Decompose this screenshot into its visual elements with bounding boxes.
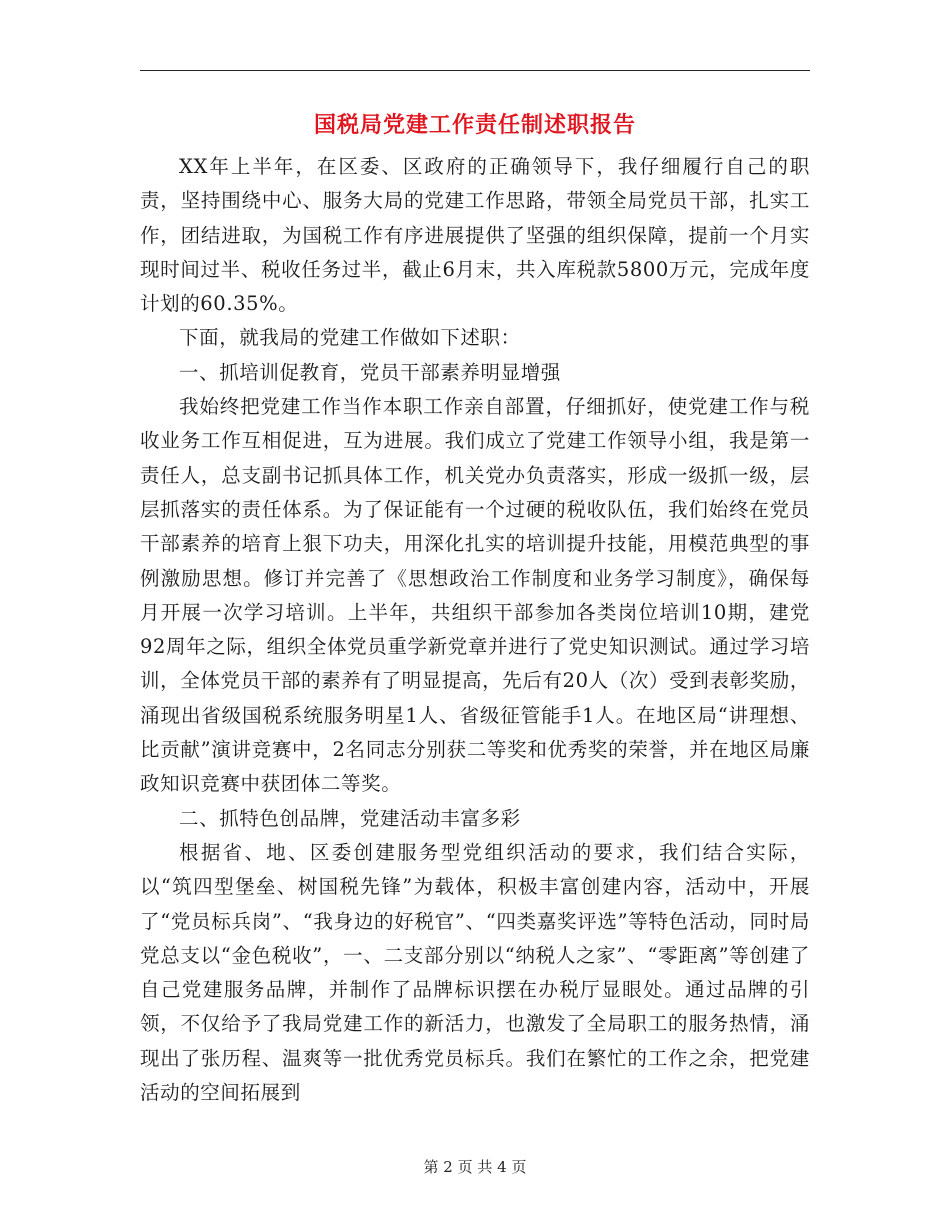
page-footer: 第 2 页 共 4 页 [423,1158,527,1176]
document-title: 国税局党建工作责任制述职报告 [313,112,636,138]
paragraph-section-1: 我始终把党建工作当作本职工作亲自部置，仔细抓好，使党建工作与税收业务工作互相促进，互为进展。我们成立了党建工作领导小组，我是第一责任人，总支副书记抓具体工作，机关党办负责落实，形成一级抓一级，层层抓落实的责任体系。为了保证能有一个过硬的税收队伍，我们始终在党员干部素养的培育上狠下功夫，用深化扎实的培训提升技能，用模范典型的事例激励思想。修订并完善了《思想政治工作制度和业务学习制度》，确保每月开展一次学习培训。上半年，共组织干部参加各类岗位培训10期，建党92周年之际，组织全体党员重学新党章并进行了党史知识测试。通过学习培训，全体党员干部的素养有了明显提高，先后有20人（次）受到表彰奖励，涌现出省级国税系统服务明星1人、省级征管能手1人。在地区局“讲理想、比贡献”演讲竞赛中，2名同志分别获二等奖和优秀奖的荣誉，并在地区局廉政知识竞赛中获团体二等奖。 [140,395,810,796]
section-heading-2: 二、抓特色创品牌，党建活动丰富多彩 [179,806,521,830]
section-heading-1: 一、抓培训促教育，党员干部素养明显增强 [179,360,561,384]
paragraph-intro: XX年上半年，在区委、区政府的正确领导下，我仔细履行自己的职责，坚持围绕中心、服务大局的党建工作思路，带领全局党员干部，扎实工作，团结进取，为国税工作有序进展提供了坚强的组织保障，提前一个月实现时间过半、税收任务过半，截止6月末，共入库税款5800万元，完成年度计划的60.35%。 [140,155,810,316]
paragraph-section-2: 根据省、地、区委创建服务型党组织活动的要求，我们结合实际，以“筑四型堡垒、树国税先锋”为载体，积极丰富创建内容，活动中，开展了“党员标兵岗”、“我身边的好税官”、“四类嘉奖评选”等特色活动，同时局党总支以“金色税收”，一、二支部分别以“纳税人之家”、“零距离”等创建了自己党建服务品牌，并制作了品牌标识摆在办税厅显眼处。通过品牌的引领，不仅给予了我局党建工作的新活力，也激发了全局职工的服务热情，涌现出了张历程、温爽等一批优秀党员标兵。我们在繁忙的工作之余，把党建活动的空间拓展到 [140,840,810,1105]
document-body [140,150,810,1110]
header-rule [140,70,810,71]
paragraph-lead-in: 下面，就我局的党建工作做如下述职： [179,326,521,350]
